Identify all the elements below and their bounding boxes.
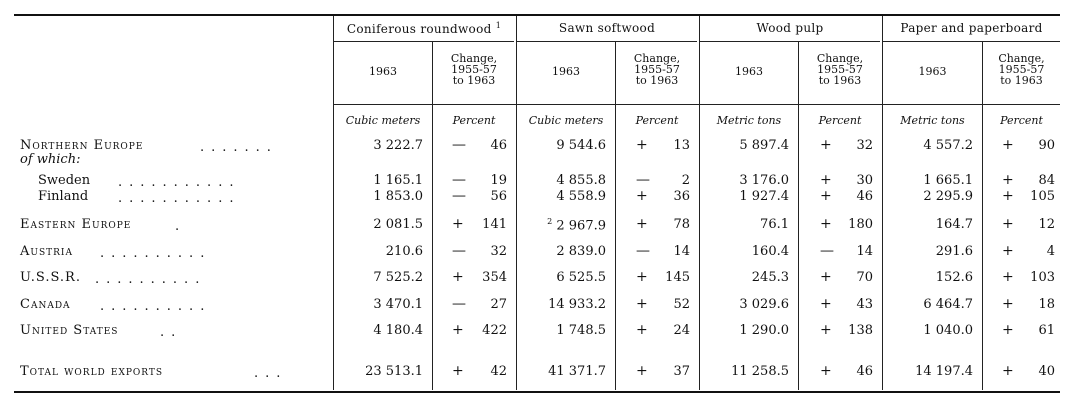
cell-number: 7 525.2 — [373, 270, 423, 285]
cell-number: 2 839.0 — [556, 244, 606, 259]
cell-percent-change: 52 — [673, 297, 690, 312]
cell-value-1963 — [303, 245, 423, 258]
change-sign: + — [452, 322, 464, 338]
leader-dots: .......... — [95, 272, 207, 287]
change-sign: + — [1002, 269, 1014, 285]
cell-percent-change: 14 — [856, 244, 873, 259]
cell-number: 76.1 — [760, 217, 789, 232]
change-sign: + — [1002, 188, 1014, 204]
cell-percent-change: 36 — [673, 189, 690, 204]
change-sign: + — [636, 137, 648, 153]
cell-number: 6 525.5 — [556, 270, 606, 285]
footnote-mark: 1 — [495, 21, 502, 30]
cell-value-1963 — [669, 365, 789, 378]
cell-number: 210.6 — [385, 244, 423, 259]
change-sign: + — [452, 269, 464, 285]
cell-number: 3 470.1 — [373, 297, 423, 312]
unit-label: Percent — [452, 114, 496, 127]
unit-label: Metric tons — [716, 114, 782, 127]
cell-value-1963 — [486, 174, 606, 187]
change-sign: + — [820, 296, 832, 312]
cell-percent-change: 13 — [673, 138, 690, 153]
cell-number: 1 853.0 — [373, 189, 423, 204]
cell-value-1963 — [669, 190, 789, 203]
year-header: 1963 — [735, 65, 763, 78]
group-title-pulp: Wood pulp — [756, 21, 824, 35]
unit-label: Metric tons — [900, 114, 965, 127]
cell-percent-change: 46 — [856, 189, 873, 204]
change-sign: + — [452, 216, 464, 232]
change-header — [799, 53, 881, 86]
col-divider — [615, 42, 616, 390]
leader-dots: .......... — [100, 299, 212, 314]
cell-value-1963 — [669, 218, 789, 231]
change-sign: + — [636, 269, 648, 285]
cell-number: 14 197.4 — [915, 364, 973, 379]
cell-number: 5 897.4 — [739, 138, 789, 153]
cell-value-1963 — [853, 365, 973, 378]
cell-percent-change: 46 — [856, 364, 873, 379]
cell-value-1963 — [303, 298, 423, 311]
cell-number: 4 557.2 — [923, 138, 973, 153]
cell-percent-change: 43 — [856, 297, 873, 312]
group-underline — [517, 41, 697, 42]
cell-percent-change: 46 — [490, 138, 507, 153]
cell-percent-change: 37 — [673, 364, 690, 379]
change-sign: + — [636, 296, 648, 312]
cell-value-1963 — [669, 174, 789, 187]
cell-percent-change: 354 — [482, 270, 507, 285]
leader-dots: .......... — [100, 246, 212, 261]
cell-value-1963 — [853, 174, 973, 187]
cell-percent-change: 141 — [482, 217, 507, 232]
col-divider — [982, 42, 983, 390]
row-label-eastern-europe: Eastern Europe — [20, 217, 132, 232]
cell-percent-change: 30 — [856, 173, 873, 188]
group-underline — [334, 41, 514, 42]
cell-value-1963 — [303, 324, 423, 337]
cell-number: 3 222.7 — [373, 138, 423, 153]
change-line: to 1963 — [452, 74, 496, 87]
cell-number: 1 748.5 — [556, 323, 606, 338]
cell-percent-change: 2 — [681, 173, 690, 188]
cell-value-1963 — [853, 271, 973, 284]
cell-number: 4 855.8 — [556, 173, 606, 188]
unit-label: Percent — [635, 114, 679, 127]
group-title-sawn: Sawn softwood — [558, 21, 656, 35]
cell-percent-change: 19 — [490, 173, 507, 188]
change-sign: + — [1002, 243, 1014, 259]
change-line: 1955-57 — [451, 63, 497, 76]
change-line: 1955-57 — [817, 63, 863, 76]
cell-percent-change: 138 — [848, 323, 873, 338]
bottom-rule — [14, 391, 1060, 393]
change-sign: — — [636, 172, 650, 188]
change-sign: + — [1002, 322, 1014, 338]
leader-dots: . — [175, 219, 187, 234]
cell-value-1963 — [486, 218, 606, 232]
cell-percent-change: 56 — [490, 189, 507, 204]
change-line: 1955-57 — [998, 63, 1045, 76]
change-line: to 1963 — [818, 74, 862, 87]
group-underline — [883, 41, 1060, 42]
change-line: to 1963 — [1000, 74, 1043, 87]
cell-percent-change: 90 — [1038, 138, 1055, 153]
cell-value-1963 — [853, 190, 973, 203]
cell-number: 41 371.7 — [548, 364, 606, 379]
group-underline — [700, 41, 880, 42]
cell-value-1963 — [486, 190, 606, 203]
change-sign: + — [636, 216, 648, 232]
cell-number: 1 040.0 — [923, 323, 973, 338]
cell-number: 291.6 — [935, 244, 973, 259]
change-sign: + — [636, 188, 648, 204]
cell-number: 14 933.2 — [548, 297, 606, 312]
cell-value-1963 — [853, 324, 973, 337]
year-header: 1963 — [369, 65, 397, 78]
row-label-ussr: U.S.S.R. — [20, 270, 81, 285]
cell-number: 1 927.4 — [739, 189, 789, 204]
change-line: Change, — [998, 52, 1045, 65]
cell-percent-change: 61 — [1038, 323, 1055, 338]
change-line: Change, — [633, 52, 681, 65]
cell-value-1963 — [669, 298, 789, 311]
cell-percent-change: 42 — [490, 364, 507, 379]
change-sign: — — [820, 243, 834, 259]
cell-value-1963 — [303, 218, 423, 231]
change-sign: + — [452, 363, 464, 379]
cell-percent-change: 40 — [1038, 364, 1055, 379]
change-sign: + — [820, 172, 832, 188]
cell-number: 160.4 — [751, 244, 789, 259]
cell-percent-change: 32 — [856, 138, 873, 153]
unit-label: Percent — [818, 114, 862, 127]
cell-number: 4 558.9 — [556, 189, 606, 204]
group-title-text: Coniferous roundwood — [346, 22, 492, 36]
cell-percent-change: 14 — [673, 244, 690, 259]
change-sign: + — [1002, 137, 1014, 153]
cell-value-1963 — [486, 298, 606, 311]
row-label-northern-europe: Northern Europe — [20, 138, 144, 153]
cell-number: 164.7 — [935, 217, 973, 232]
row-label-total-world-exports: Total world exports — [20, 364, 164, 379]
leader-dots: .. — [160, 325, 183, 340]
change-line: 1955-57 — [634, 63, 680, 76]
cell-number: 4 180.4 — [373, 323, 423, 338]
cell-number: 1 290.0 — [739, 323, 789, 338]
unit-label: Cubic meters — [345, 114, 421, 127]
change-sign: + — [820, 269, 832, 285]
cell-number: 11 258.5 — [731, 364, 789, 379]
cell-number: 2 081.5 — [373, 217, 423, 232]
footnote-mark: 2 — [547, 217, 553, 226]
cell-number: 6 464.7 — [923, 297, 973, 312]
row-label-austria: Austria — [20, 244, 73, 259]
cell-value-1963 — [669, 245, 789, 258]
unit-label: Cubic meters — [528, 114, 604, 127]
cell-value-1963 — [486, 245, 606, 258]
cell-value-1963 — [303, 365, 423, 378]
cell-value-1963 — [303, 139, 423, 152]
cell-number: 1 665.1 — [923, 173, 973, 188]
cell-percent-change: 70 — [856, 270, 873, 285]
leader-dots: ........... — [118, 191, 241, 206]
cell-value-1963 — [669, 139, 789, 152]
change-sign: + — [820, 216, 832, 232]
group-title-paper: Paper and paperboard — [900, 21, 1043, 35]
change-line: to 1963 — [635, 74, 679, 87]
cell-number: 3 176.0 — [739, 173, 789, 188]
change-header — [983, 53, 1060, 86]
cell-percent-change: 27 — [490, 297, 507, 312]
change-header — [616, 53, 698, 86]
cell-number: 3 029.6 — [739, 297, 789, 312]
change-sign: + — [1002, 363, 1014, 379]
cell-value-1963 — [853, 245, 973, 258]
cell-percent-change: 145 — [665, 270, 690, 285]
cell-number: 23 513.1 — [365, 364, 423, 379]
row-label-finland: Finland — [38, 189, 89, 204]
row-label-united-states: United States — [20, 323, 119, 338]
change-header — [433, 53, 515, 86]
top-rule — [14, 14, 1060, 16]
row-label-canada: Canada — [20, 297, 71, 312]
cell-percent-change: 105 — [1030, 189, 1055, 204]
year-header: 1963 — [918, 65, 947, 78]
change-sign: — — [452, 188, 466, 204]
change-line: Change, — [450, 52, 498, 65]
change-sign: — — [452, 243, 466, 259]
cell-value-1963 — [303, 174, 423, 187]
cell-number: 9 544.6 — [556, 138, 606, 153]
unit-label: Percent — [1000, 114, 1043, 127]
change-sign: — — [452, 296, 466, 312]
col-divider — [798, 42, 799, 390]
cell-percent-change: 103 — [1030, 270, 1055, 285]
leader-dots: ....... — [200, 140, 278, 155]
change-sign: + — [820, 137, 832, 153]
cell-number: 245.3 — [751, 270, 789, 285]
cell-number: 2 295.9 — [923, 189, 973, 204]
cell-value-1963 — [303, 271, 423, 284]
leader-dots: ........... — [118, 175, 241, 190]
col-divider — [432, 42, 433, 390]
cell-value-1963 — [669, 271, 789, 284]
cell-percent-change: 24 — [673, 323, 690, 338]
row-label-sweden: Sweden — [38, 173, 91, 188]
leader-dots: ... — [254, 366, 288, 381]
change-sign: — — [636, 243, 650, 259]
change-sign: + — [1002, 216, 1014, 232]
cell-value-1963 — [669, 324, 789, 337]
change-sign: + — [820, 322, 832, 338]
header-rule — [334, 104, 1060, 105]
cell-value-1963 — [486, 271, 606, 284]
change-sign: + — [1002, 296, 1014, 312]
cell-number: 2 967.9 — [556, 218, 606, 234]
cell-value-1963 — [853, 298, 973, 311]
cell-percent-change: 4 — [1046, 244, 1055, 259]
cell-value-1963 — [853, 218, 973, 231]
cell-percent-change: 12 — [1038, 217, 1055, 232]
cell-value-1963 — [486, 324, 606, 337]
cell-number: 1 165.1 — [373, 173, 423, 188]
cell-value-1963 — [486, 365, 606, 378]
group-title-coniferous — [334, 22, 514, 35]
cell-value-1963 — [303, 190, 423, 203]
cell-number: 152.6 — [935, 270, 973, 285]
change-sign: + — [820, 363, 832, 379]
year-header: 1963 — [552, 65, 580, 78]
change-sign: + — [1002, 172, 1014, 188]
change-sign: + — [636, 363, 648, 379]
cell-percent-change: 32 — [490, 244, 507, 259]
change-sign: + — [820, 188, 832, 204]
cell-value-1963 — [853, 139, 973, 152]
of-which-label: of which: — [20, 152, 81, 167]
change-line: Change, — [816, 52, 864, 65]
change-sign: — — [452, 137, 466, 153]
cell-value-1963 — [486, 139, 606, 152]
cell-percent-change: 180 — [848, 217, 873, 232]
cell-percent-change: 18 — [1038, 297, 1055, 312]
change-sign: + — [636, 322, 648, 338]
cell-percent-change: 422 — [482, 323, 507, 338]
cell-percent-change: 78 — [673, 217, 690, 232]
cell-percent-change: 84 — [1038, 173, 1055, 188]
change-sign: — — [452, 172, 466, 188]
